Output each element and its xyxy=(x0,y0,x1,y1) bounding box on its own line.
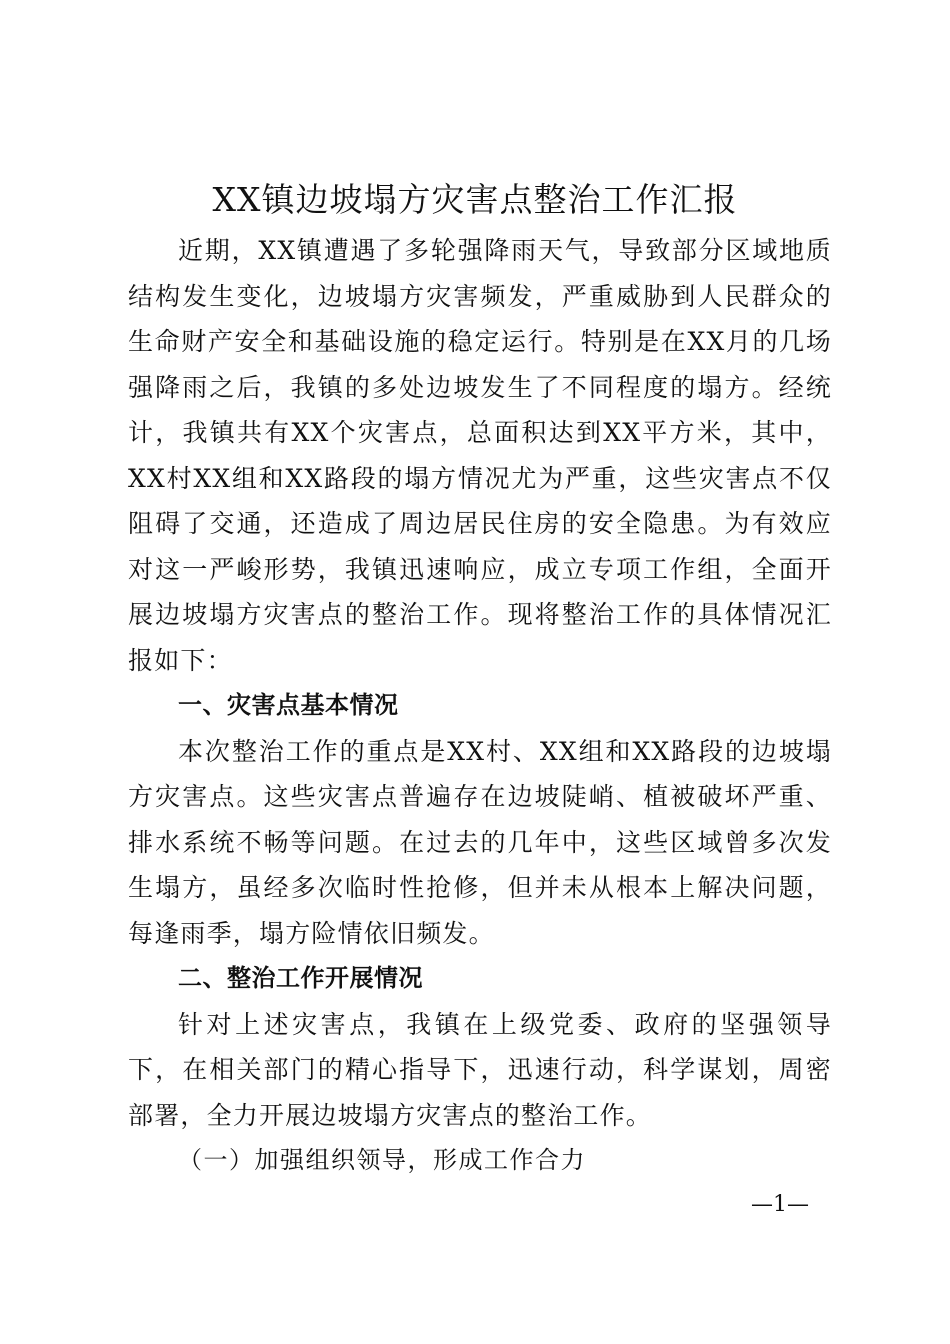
section-heading-basic-situation: 一、灾害点基本情况 xyxy=(178,691,399,719)
document-title: XX镇边坡塌方灾害点整治工作汇报 xyxy=(212,180,738,219)
document-body xyxy=(128,228,832,1184)
page-number: —1— xyxy=(751,1192,809,1217)
section-paragraph-work-progress: 针对上述灾害点，我镇在上级党委、政府的坚强领导下，在相关部门的精心指导下，迅速行动，科学谋划，周密部署，全力开展边坡塌方灾害点的整治工作。 xyxy=(128,1009,832,1130)
subsection-heading-organization: （一）加强组织领导，形成工作合力 xyxy=(178,1146,586,1174)
section-heading-work-progress: 二、整治工作开展情况 xyxy=(178,964,423,992)
section-paragraph-basic-situation: 本次整治工作的重点是XX村、XX组和XX路段的边坡塌方灾害点。这些灾害点普遍存在边坡陡峭、植被破坏严重、排水系统不畅等问题。在过去的几年中，这些区域曾多次发生塌方，虽经多次临时性抢修，但并未从根本上解决问题，每逢雨季，塌方险情依旧频发。 xyxy=(128,736,832,948)
intro-paragraph: 近期，XX镇遭遇了多轮强降雨天气，导致部分区域地质结构发生变化，边坡塌方灾害频发，严重威胁到人民群众的生命财产安全和基础设施的稳定运行。特别是在XX月的几场强降雨之后，我镇的多处边坡发生了不同程度的塌方。经统计，我镇共有XX个灾害点，总面积达到XX平方米，其中，XX村XX组和XX路段的塌方情况尤为严重，这些灾害点不仅阻碍了交通，还造成了周边居民住房的安全隐患。为有效应对这一严峻形势，我镇迅速响应，成立专项工作组，全面开展边坡塌方灾害点的整治工作。现将整治工作的具体情况汇报如下： xyxy=(128,236,832,675)
